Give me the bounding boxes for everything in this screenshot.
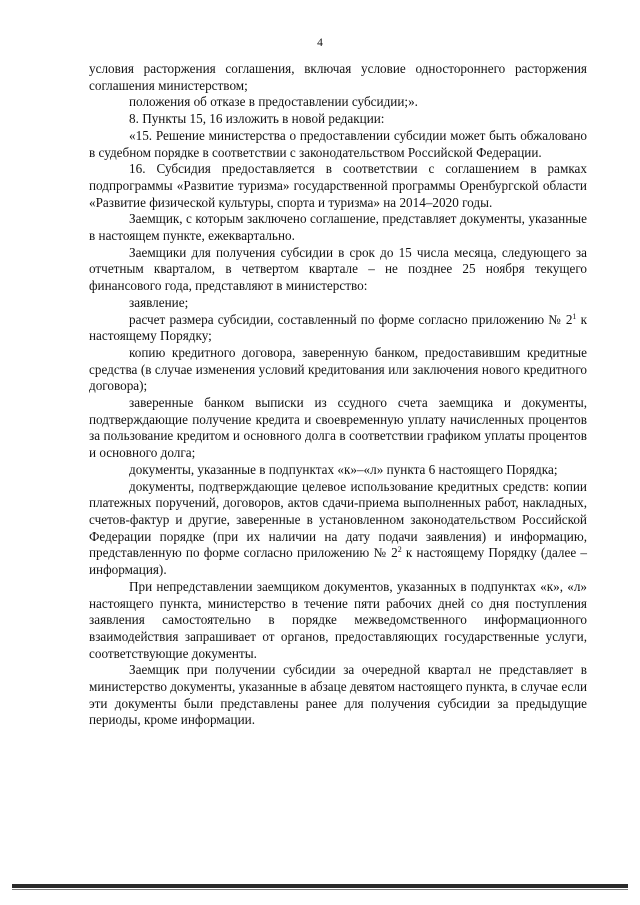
bottom-border-line [12, 884, 628, 888]
paragraph-subsidy-calculation-tail: к настоящему Порядку; [89, 311, 587, 344]
paragraph-refusal-provisions: положения об отказе в предоставлении субсидии;». [129, 94, 418, 110]
bottom-border-shadow [12, 889, 628, 890]
paragraph-point-16: 16. Субсидия предоставляется в соответствии с соглашением в рамках подпрограммы «Развитие туризма» государственной программы Оренбургской области «Развитие физической культуры, спорта и туризма» на 2014–2020 годы. [89, 161, 587, 210]
paragraph-bank-statements: заверенные банком выписки из ссудного счета заемщика и документы, подтверждающие получение кредита и своевременную уплату начисленных процентов за пользование кредитом и основного долга в соответствии графиком уплаты процентов и основного долга; [89, 395, 587, 461]
paragraph-next-quarter: Заемщик при получении субсидии за очередной квартал не представляет в министерство документы, указанные в абзаце девятом настоящего пункта, в случае если эти документы были представлены ранее для получения субсидии за предыдущие периоды, кроме информации. [89, 662, 588, 728]
paragraph-item-8: 8. Пункты 15, 16 изложить в новой редакции: [129, 111, 385, 127]
document-body [89, 61, 587, 729]
paragraph-intended-use-tail: к настоящему Порядку (далее – информация). [89, 545, 587, 578]
paragraph-application: заявление; [129, 294, 189, 310]
paragraph-intended-use-text: документы, подтверждающие целевое использование кредитных средств: копии платежных поручений, договоров, актов сдачи-приема выполненных работ, накладных, счетов-фактур и другие, заверенные в установленном законодательством Российской Федерации порядке (при их наличии на дату подачи заявления) и информацию, представленную по форме согласно приложению № 2 [89, 478, 587, 561]
paragraph-subsidy-calculation-text: расчет размера субсидии, составленный по форме согласно приложению № 2 [129, 311, 573, 327]
paragraph-credit-agreement: копию кредитного договора, заверенную банком, предоставившим кредитные средства (в случае изменения условий кредитования или заключения нового кредитного договора); [89, 344, 587, 394]
paragraph-quarterly-documents: Заемщик, с которым заключено соглашение, представляет документы, указанные в настоящем пункте, ежеквартально. [89, 211, 587, 244]
paragraph-documents-subitems: документы, указанные в подпунктах «к»–«л» пункта 6 настоящего Порядка; [129, 461, 558, 477]
paragraph-point-15: «15. Решение министерства о предоставлении субсидии может быть обжаловано в судебном порядке в соответствии с законодательством Российской Федерации. [89, 127, 587, 160]
paragraph-interdepartmental-request: При непредставлении заемщиком документов, указанных в подпунктах «к», «л» настоящего пункта, министерство в течение пяти рабочих дней со дня поступления заявления самостоятельно в порядке межведомственного информационного взаимодействия запрашивает от органов, предоставляющих государственные услуги, соответствующие документы. [89, 578, 587, 661]
superscript-2: 2 [397, 545, 402, 555]
paragraph-termination-conditions: условия расторжения соглашения, включая условие одностороннего расторжения соглашения министерством; [89, 61, 587, 93]
paragraph-subsidy-calculation [89, 312, 587, 345]
paragraph-intended-use-documents [89, 479, 587, 579]
page-number: 4 [317, 37, 323, 49]
superscript-1: 1 [572, 311, 577, 321]
paragraph-submission-deadline: Заемщики для получения субсидии в срок до 15 числа месяца, следующего за отчетным кварталом, в четвертом квартале – не позднее 25 ноября текущего финансового года, представляют в министерство: [89, 244, 587, 294]
